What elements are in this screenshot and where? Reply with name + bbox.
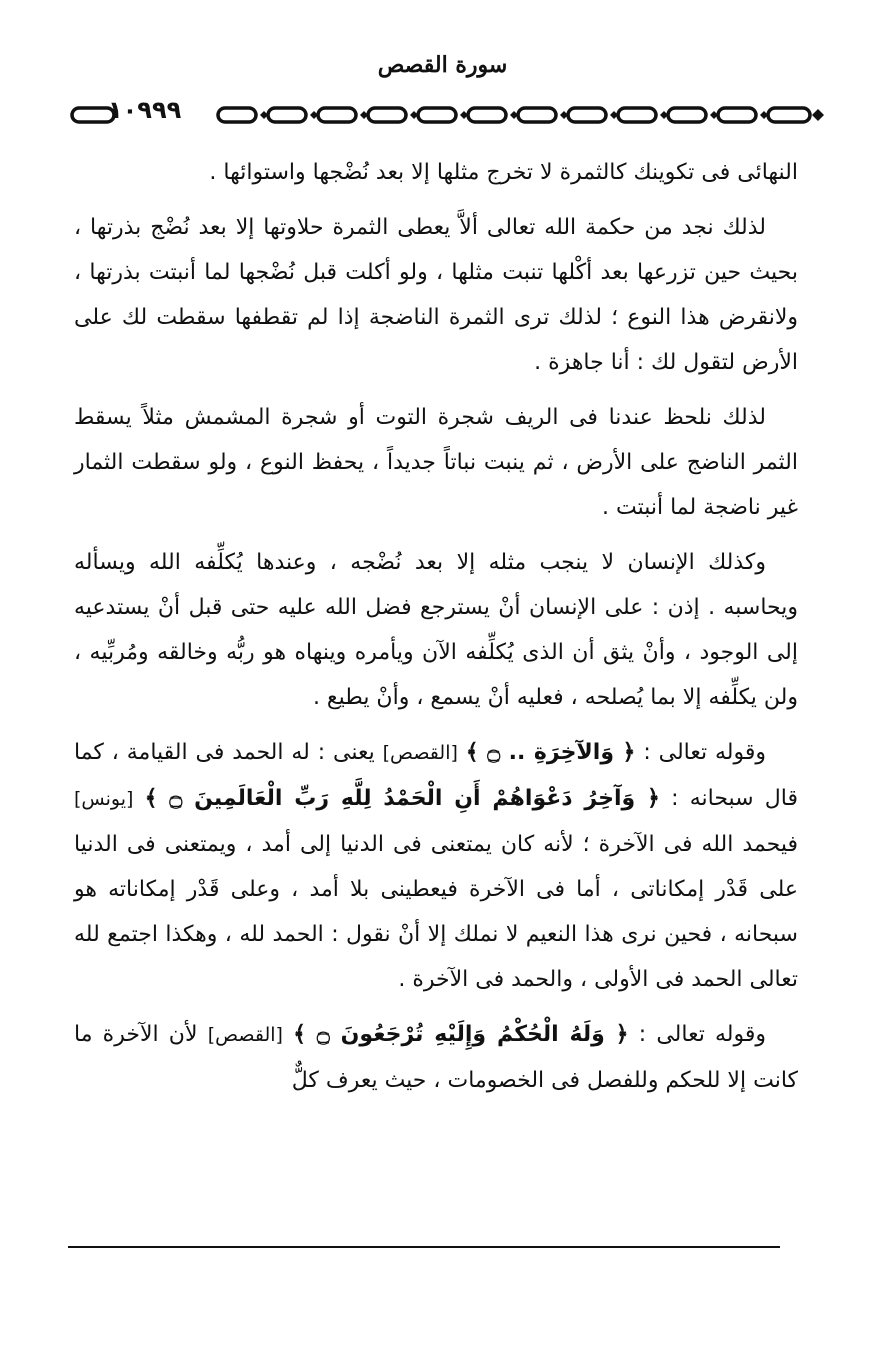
verse-reference: [يونس]: [74, 788, 134, 810]
page-number: ١٠٩٩٩: [108, 96, 182, 124]
footer-rule: [68, 1246, 780, 1248]
text-run: وقوله تعالى :: [628, 1022, 767, 1047]
paragraph-6: [74, 1012, 798, 1103]
text-run: وقوله تعالى :: [635, 740, 766, 765]
paragraph-5: [74, 730, 798, 1002]
verse-reference: [القصص]: [207, 1024, 283, 1046]
text-run: يعنى : له الحمد فى القيامة ، كما قال سبحانه :: [74, 740, 798, 811]
body-text: [74, 150, 798, 1113]
verse-reference: [القصص]: [382, 742, 458, 764]
quran-verse: ﴿ وَآخِرُ دَعْوَاهُمْ أَنِ الْحَمْدُ لِلَّهِ رَبِّ الْعَالَمِينَ ۝ ﴾: [144, 786, 660, 811]
paragraph-3: لذلك نلحظ عندنا فى الريف شجرة التوت أو شجرة المشمش مثلاً يسقط الثمر الناضج على الأرض ، ثم ينبت نباتاً جديداً ، يحفظ النوع ، ولو سقطت الثمار غير ناضجة لما أنبتت .: [74, 405, 798, 520]
paragraph-1: النهائى فى تكوينك كالثمرة لا تخرج مثلها إلا بعد نُضْجها واستوائها .: [209, 160, 798, 185]
ornamental-chain-border: [68, 100, 828, 130]
quran-verse: ﴿ وَلَهُ الْحُكْمُ وَإِلَيْهِ تُرْجَعُونَ ۝ ﴾: [293, 1022, 629, 1047]
quran-verse: ﴿ وَالآخِرَةِ .. ۝ ﴾: [465, 740, 636, 765]
text-run: فيحمد الله فى الآخرة ؛ لأنه كان يمتعنى فى الدنيا إلى أمد ، ويمتعنى فى الدنيا على قَدْر إمكاناتى ، أما فى الآخرة فيعطينى بلا أمد ، وعلى قَدْر إمكاناته هو سبحانه ، فحين نرى هذا النعيم لا نملك إلا أنْ نقول : الحمد لله ، وهكذا اجتمع لله تعالى الحمد فى الأولى ، والحمد فى الآخرة .: [74, 832, 798, 992]
text-run: لأن الآخرة ما كانت إلا للحكم وللفصل فى الخصومات ، حيث يعرف كلٌّ: [74, 1022, 798, 1093]
paragraph-2: لذلك نجد من حكمة الله تعالى ألاَّ يعطى الثمرة حلاوتها إلا بعد نُضْج بذرتها ، بحيث حين تزرعها بعد أكْلها تنبت مثلها ، ولو أكلت قبل نُضْجها لما أنبتت بذرتها ، ولانقرض هذا النوع ؛ لذلك ترى الثمرة الناضجة إذا لم تقطفها سقطت لك على الأرض لتقول لك : أنا جاهزة .: [74, 215, 798, 375]
paragraph-4: وكذلك الإنسان لا ينجب مثله إلا بعد نُضْجه ، وعندها يُكلِّفه الله ويسأله ويحاسبه . إذن : على الإنسان أنْ يسترجع فضل الله عليه حتى قبل أنْ يستدعيه إلى الوجود ، وأنْ يثق أن الذى يُكلِّفه الآن ويأمره وينهاه هو ربُّه وخالقه ومُربِّيه ، ولن يكلِّفه إلا بما يُصلحه ، فعليه أنْ يسمع ، وأنْ يطيع .: [74, 550, 798, 710]
surah-title: سورة القصص: [377, 52, 508, 78]
